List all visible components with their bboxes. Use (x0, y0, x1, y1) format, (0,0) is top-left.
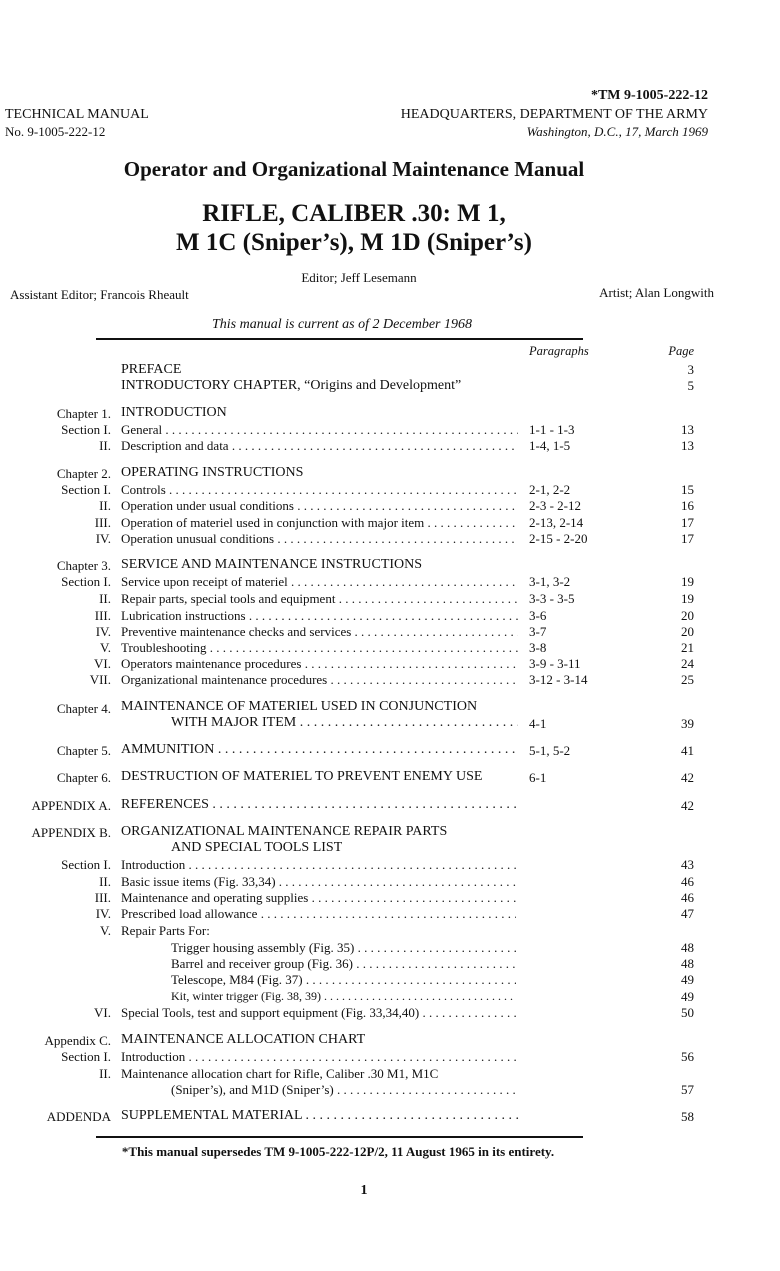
appb-s1-page: 43 (681, 857, 694, 872)
appb-s6-label: VI. (94, 1005, 111, 1020)
rifle-title-line1: RIFLE, CALIBER .30: M 1, (202, 200, 506, 227)
artist-credit: Artist; Alan Longwith (599, 285, 714, 300)
ch2-title: OPERATING INSTRUCTIONS (121, 465, 304, 480)
addenda-page: 58 (681, 1109, 694, 1124)
bottom-rule (96, 1136, 583, 1138)
ch3-s5-para: 3-8 (529, 640, 547, 655)
appb-part3-page: 49 (681, 972, 694, 987)
appb-s3-title: Maintenance and operating supplies . . . (121, 890, 516, 906)
appb-s4-label: IV. (95, 906, 111, 921)
ch2-s3-title: Operation of materiel used in conjunction with major item . . . (121, 515, 518, 531)
appa-label: APPENDIX A. (31, 798, 111, 813)
ch3-s5-page: 21 (681, 640, 694, 655)
appb-part1-page: 48 (681, 940, 694, 955)
ch3-title: SERVICE AND MAINTENANCE INSTRUCTIONS (121, 557, 423, 572)
appb-part1-title: Trigger housing assembly (Fig. 35) . . . (171, 940, 516, 956)
appb-s2-page: 46 (681, 874, 694, 889)
appb-s4-title: Prescribed load allowance . . . (121, 906, 516, 922)
ch3-s4-label: IV. (95, 624, 111, 639)
appc-s1-label: Section I. (61, 1049, 111, 1064)
ch2-s4-para: 2-15 - 2-20 (529, 531, 588, 546)
addenda-label: ADDENDA (46, 1109, 111, 1124)
appa-title: REFERENCES . . . (121, 797, 519, 813)
ch2-s1-label: Section I. (61, 482, 111, 497)
ch6-page: 42 (681, 770, 694, 785)
intro-chapter-page: 5 (687, 378, 694, 393)
ch6-label: Chapter 6. (56, 770, 111, 785)
ch3-s1-para: 3-1, 3-2 (529, 574, 571, 589)
ch2-s3-page: 17 (681, 515, 694, 530)
ch5-label: Chapter 5. (56, 743, 111, 758)
assistant-editor-credit: Assistant Editor; Francois Rheault (10, 287, 189, 302)
appb-part4-title: Kit, winter trigger (Fig. 38, 39) . . . (171, 989, 516, 1004)
rifle-title-line2: M 1C (Sniper’s), M 1D (Sniper’s) (176, 229, 532, 256)
ch1-label: Chapter 1. (56, 406, 111, 421)
ch4-title-line1: MAINTENANCE OF MATERIEL USED IN CONJUNCTION (121, 699, 478, 714)
ch4-label: Chapter 4. (56, 701, 111, 716)
ch3-s6-label: VI. (94, 656, 111, 671)
ch2-s1-page: 15 (681, 482, 694, 497)
ch6-title: DESTRUCTION OF MATERIEL TO PREVENT ENEMY USE (121, 769, 483, 784)
ch2-s4-label: IV. (95, 531, 111, 546)
intro-chapter-entry: INTRODUCTORY CHAPTER, “Origins and Development” (121, 378, 462, 393)
ch3-s2-para: 3-3 - 3-5 (529, 591, 575, 606)
ch2-s2-para: 2-3 - 2-12 (529, 498, 581, 513)
appb-s1-title: Introduction . . . (121, 857, 516, 873)
ch3-s1-label: Section I. (61, 574, 111, 589)
headquarters: HEADQUARTERS, DEPARTMENT OF THE ARMY (400, 107, 708, 122)
tm-number: *TM 9-1005-222-12 (590, 88, 708, 103)
appb-s2-label: II. (99, 874, 111, 889)
appc-s2-page: 57 (681, 1082, 694, 1097)
ch3-label: Chapter 3. (56, 558, 111, 573)
ch2-s3-label: III. (94, 515, 111, 530)
editor-credit: Editor; Jeff Lesemann (301, 270, 417, 285)
ch3-s4-para: 3-7 (529, 624, 547, 639)
appc-title: MAINTENANCE ALLOCATION CHART (121, 1032, 366, 1047)
ch3-s6-title: Operators maintenance procedures . . . (121, 656, 518, 672)
appb-part2-title: Barrel and receiver group (Fig. 36) . . . (171, 956, 516, 972)
ch3-s7-label: VII. (89, 672, 111, 687)
appc-s2-label: II. (99, 1066, 111, 1081)
ch3-s7-title: Organizational maintenance procedures . . . (121, 672, 518, 688)
ch6-para: 6-1 (529, 770, 547, 785)
ch3-s5-label: V. (100, 640, 111, 655)
ch2-s1-title: Controls . . . (121, 482, 518, 498)
place-date: Washington, D.C., 17, March 1969 (526, 124, 708, 139)
appb-s3-label: III. (94, 890, 111, 905)
ch3-s4-page: 20 (681, 624, 694, 639)
ch3-s1-title: Service upon receipt of materiel . . . (121, 574, 518, 590)
ch3-s2-label: II. (99, 591, 111, 606)
appb-s4-page: 47 (681, 906, 694, 921)
appb-part4-page: 49 (681, 989, 694, 1004)
ch1-s2-page: 13 (681, 438, 694, 453)
appa-page: 42 (681, 798, 694, 813)
ch3-s5-title: Troubleshooting . . . (121, 640, 518, 656)
ch1-s1-para: 1-1 - 1-3 (529, 422, 575, 437)
appc-s2-title-line1: Maintenance allocation chart for Rifle, Caliber .30 M1, M1C (121, 1066, 439, 1081)
ch3-s2-title: Repair parts, special tools and equipment . . . (121, 591, 518, 607)
appb-s3-page: 46 (681, 890, 694, 905)
page-header: Page (668, 344, 694, 358)
preface-entry: PREFACE (121, 362, 182, 377)
doc-type: TECHNICAL MANUAL (5, 107, 149, 122)
ch2-s4-title: Operation unusual conditions . . . (121, 531, 518, 547)
ch1-s1-title: General . . . (121, 422, 518, 438)
ch5-title: AMMUNITION . . . (121, 742, 518, 758)
ch4-para: 4-1 (529, 716, 547, 731)
ch3-s2-page: 19 (681, 591, 694, 606)
appb-s6-title: Special Tools, test and support equipment (Fig. 33,34,40) . . . (121, 1005, 519, 1021)
appb-s5-label: V. (100, 923, 111, 938)
ch1-s2-para: 1-4, 1-5 (529, 438, 571, 453)
ch3-s6-page: 24 (681, 656, 694, 671)
ch2-s4-page: 17 (681, 531, 694, 546)
ch3-s4-title: Preventive maintenance checks and services . . . (121, 624, 518, 640)
ch3-s3-para: 3-6 (529, 608, 547, 623)
top-rule (96, 338, 583, 340)
addenda-title: SUPPLEMENTAL MATERIAL . . . (121, 1108, 519, 1124)
ch5-page: 41 (681, 743, 694, 758)
ch1-title: INTRODUCTION (121, 405, 227, 420)
ch4-page: 39 (681, 716, 694, 731)
ch4-title-line2: WITH MAJOR ITEM . . . (171, 715, 518, 731)
appb-title-line1: ORGANIZATIONAL MAINTENANCE REPAIR PARTS (121, 824, 448, 839)
appc-label: Appendix C. (44, 1033, 111, 1048)
ch3-s1-page: 19 (681, 574, 694, 589)
ch2-label: Chapter 2. (56, 466, 111, 481)
appb-label: APPENDIX B. (31, 825, 111, 840)
ch2-s3-para: 2-13, 2-14 (529, 515, 584, 530)
ch3-s7-page: 25 (681, 672, 694, 687)
ch1-s1-page: 13 (681, 422, 694, 437)
manual-title: Operator and Organizational Maintenance Manual (123, 157, 585, 181)
ch1-s2-title: Description and data . . . (121, 438, 518, 454)
appb-s6-page: 50 (681, 1005, 694, 1020)
page-number: 1 (360, 1183, 368, 1198)
paragraphs-header: Paragraphs (529, 344, 589, 358)
ch2-s2-label: II. (99, 498, 111, 513)
ch2-s2-title: Operation under usual conditions . . . (121, 498, 518, 514)
appb-s2-title: Basic issue items (Fig. 33,34) . . . (121, 874, 516, 890)
appb-s1-label: Section I. (61, 857, 111, 872)
currency-note: This manual is current as of 2 December 1968 (211, 317, 473, 332)
ch3-s3-label: III. (94, 608, 111, 623)
ch2-s2-page: 16 (681, 498, 694, 513)
supersedes-footnote: *This manual supersedes TM 9-1005-222-12P/2, 11 August 1965 in its entirety. (121, 1144, 555, 1159)
ch2-s1-para: 2-1, 2-2 (529, 482, 571, 497)
ch3-s3-title: Lubrication instructions . . . (121, 608, 518, 624)
ch3-s7-para: 3-12 - 3-14 (529, 672, 588, 687)
appb-part2-page: 48 (681, 956, 694, 971)
ch3-s6-para: 3-9 - 3-11 (529, 656, 581, 671)
ch3-s3-page: 20 (681, 608, 694, 623)
ch5-para: 5-1, 5-2 (529, 743, 571, 758)
ch1-s1-label: Section I. (61, 422, 111, 437)
appb-part3-title: Telescope, M84 (Fig. 37) . . . (171, 972, 516, 988)
appc-s1-title: Introduction . . . (121, 1049, 516, 1065)
appb-s5-title: Repair Parts For: (121, 923, 210, 938)
ch1-s2-label: II. (99, 438, 111, 453)
appb-title-line2: AND SPECIAL TOOLS LIST (171, 840, 343, 855)
appc-s2-title-line2: (Sniper’s), and M1D (Sniper’s) . . . (171, 1082, 516, 1098)
appc-s1-page: 56 (681, 1049, 694, 1064)
doc-number: No. 9-1005-222-12 (5, 124, 106, 139)
preface-page: 3 (687, 362, 694, 377)
